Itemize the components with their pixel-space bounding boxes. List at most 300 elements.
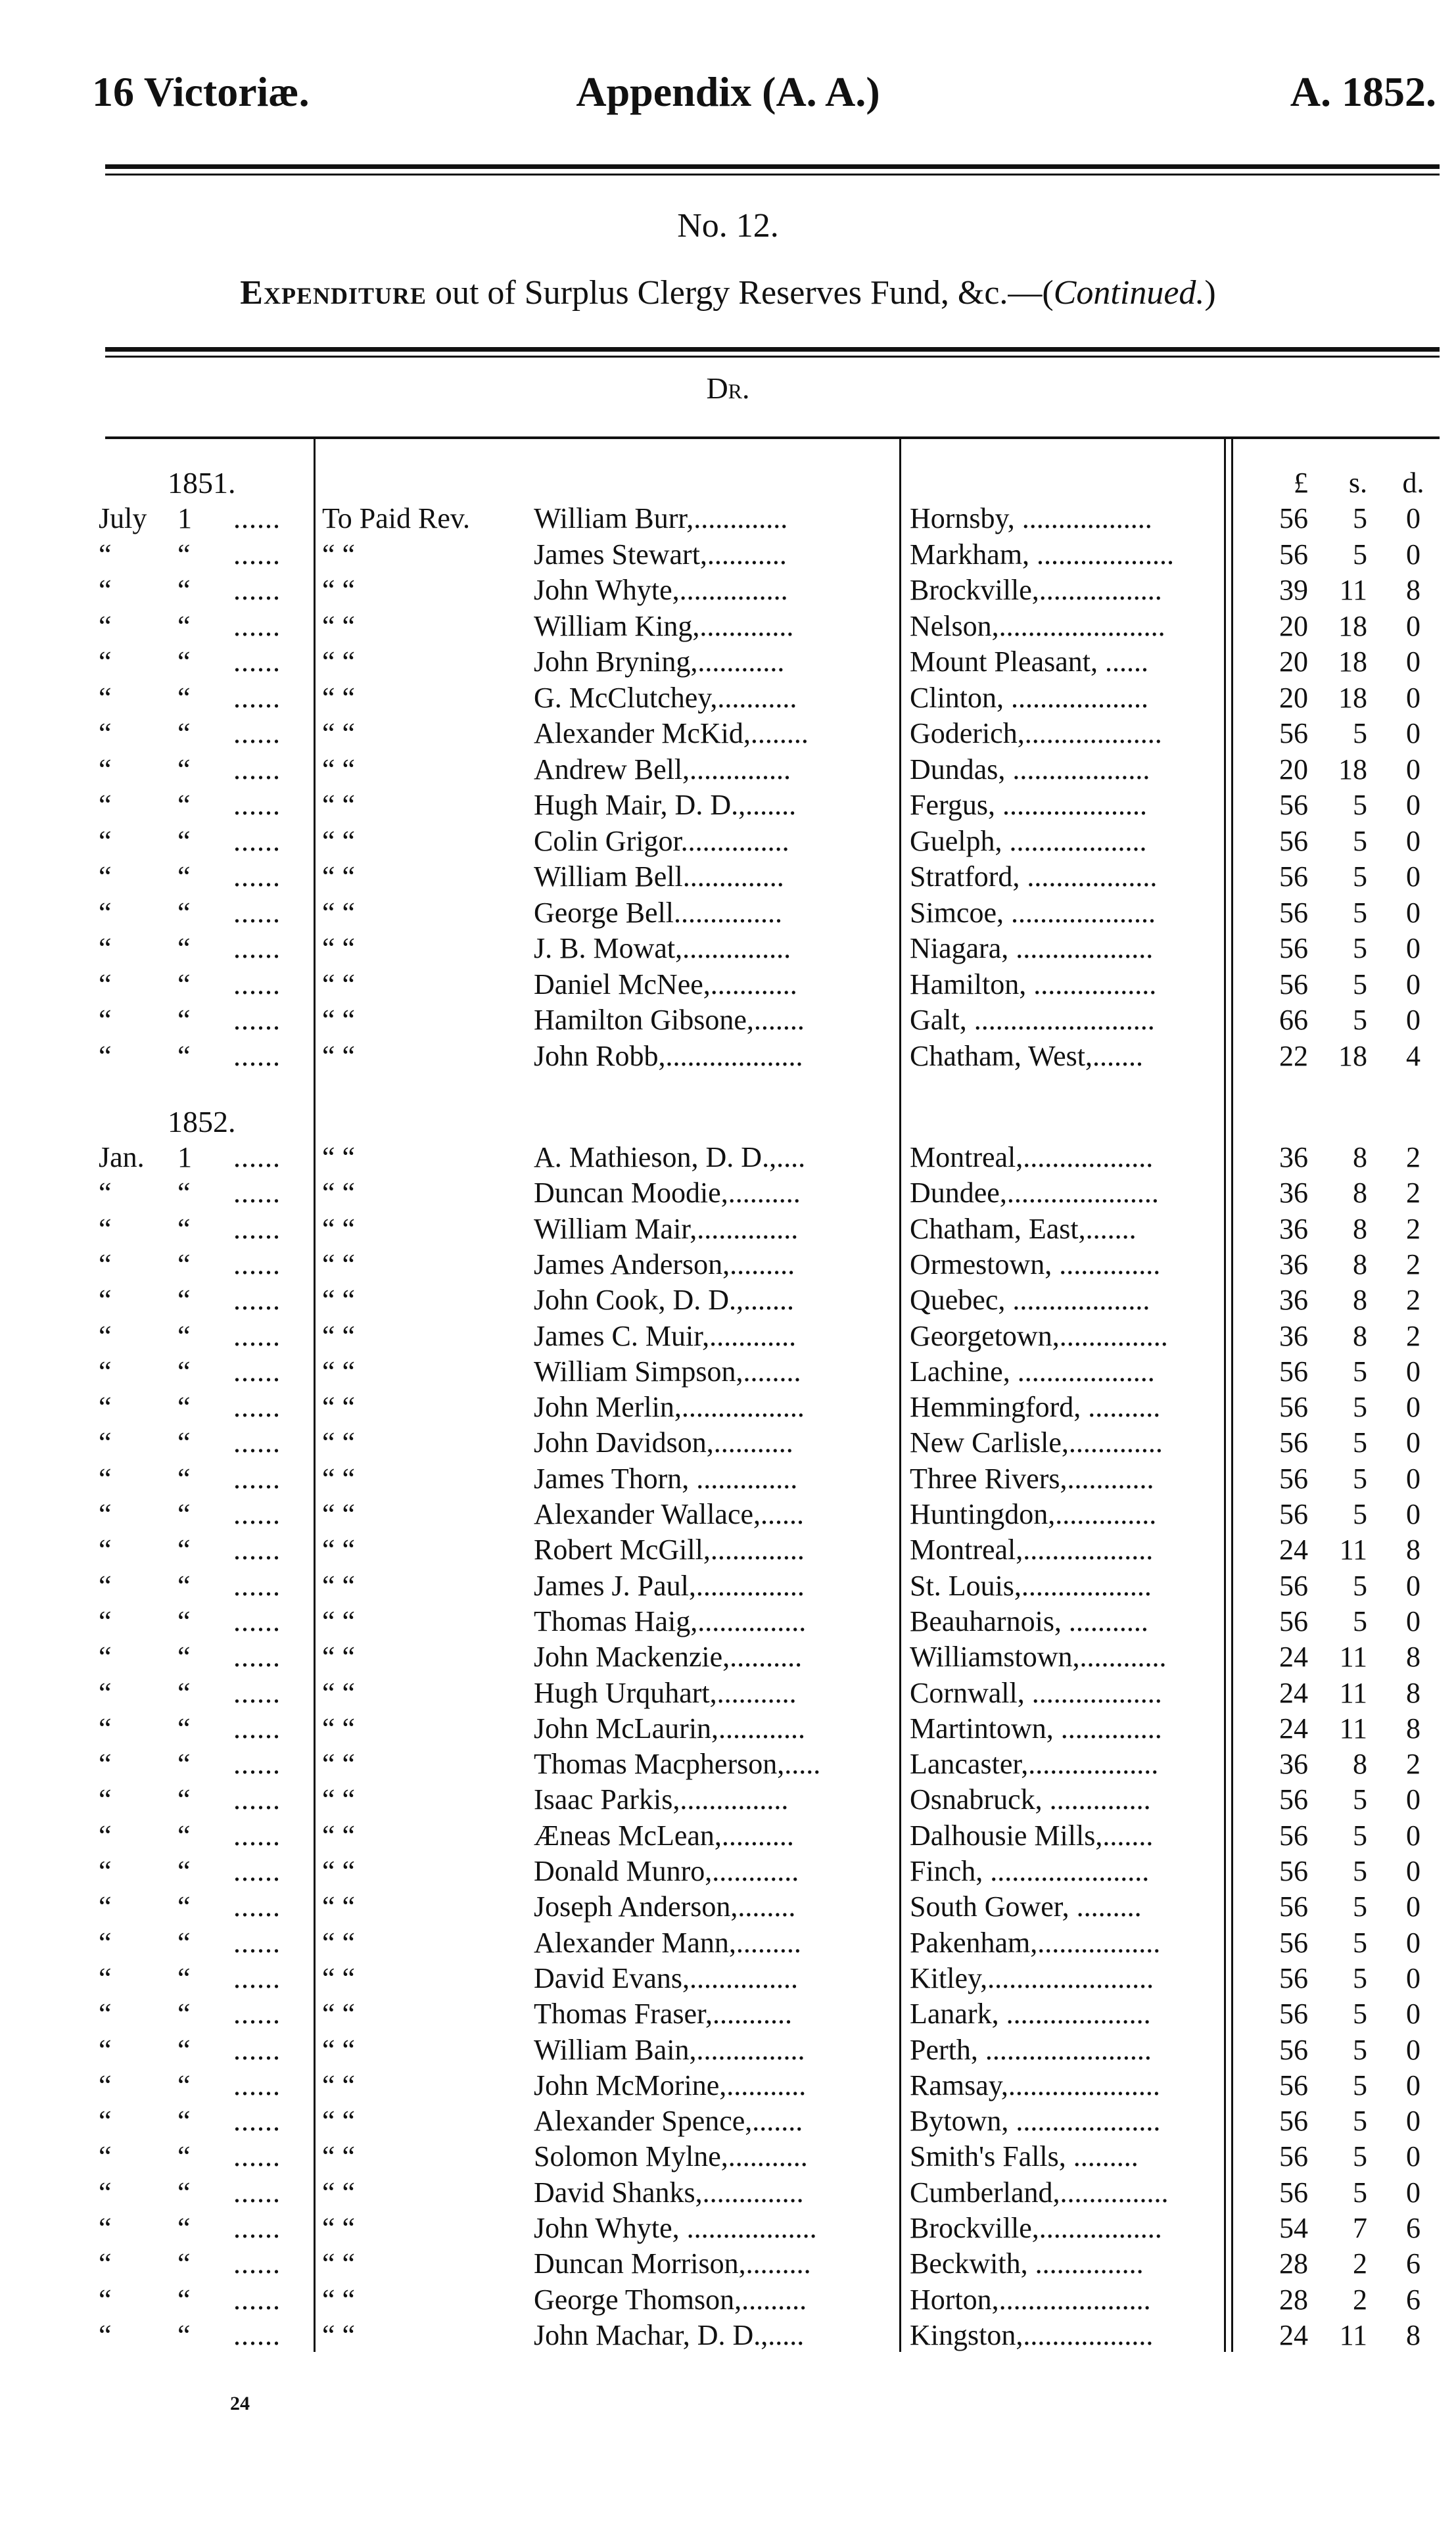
date-leader: ...... (233, 1462, 281, 1495)
date-month: “ (99, 1498, 112, 1530)
amount-pounds: 56 (1279, 2105, 1308, 2138)
amount-shillings: 5 (1353, 932, 1367, 964)
date-leader: ...... (233, 789, 281, 821)
date-month: “ (99, 2033, 112, 2066)
amount-pence: 2 (1406, 1748, 1421, 1781)
amount-shillings: 5 (1353, 1462, 1367, 1495)
date-month: “ (99, 2069, 112, 2101)
clergy-name: Alexander Mann,......... (534, 1926, 801, 1959)
table-row (0, 1140, 1456, 1175)
paid-to: “ “ (322, 645, 356, 678)
date-month: “ (99, 574, 112, 606)
date-day: “ (177, 1783, 191, 1816)
date-month: “ (99, 1004, 112, 1036)
amount-shillings: 5 (1353, 717, 1367, 749)
amount-pounds: 56 (1279, 717, 1308, 749)
amount-pence: 0 (1406, 1498, 1421, 1530)
amount-pence: 2 (1406, 1177, 1421, 1209)
pence-heading: d. (1402, 467, 1424, 499)
amount-shillings: 5 (1353, 968, 1367, 1000)
date-month: “ (99, 1212, 112, 1245)
amount-shillings: 5 (1353, 502, 1367, 534)
paid-to: “ “ (322, 1961, 356, 1994)
paid-to: “ “ (322, 1177, 356, 1209)
place-name: Montreal,.................. (910, 1534, 1154, 1566)
amount-pence: 8 (1406, 574, 1421, 606)
clergy-name: Alexander Spence,....... (534, 2105, 803, 2138)
date-day: “ (177, 1391, 191, 1424)
clergy-name: George Thomson,......... (534, 2283, 807, 2316)
paid-to: “ “ (322, 789, 356, 821)
place-name: Fergus, .................... (910, 789, 1147, 821)
year-1851: 1851. (168, 466, 236, 500)
title-text: out of Surplus Clergy Reserves Fund, &c.—( (426, 274, 1054, 312)
table-row (0, 1497, 1456, 1532)
amount-pence: 0 (1406, 1462, 1421, 1495)
date-month: “ (99, 538, 112, 571)
amount-pounds: 56 (1279, 2176, 1308, 2209)
date-month: “ (99, 1319, 112, 1352)
date-day: “ (177, 1712, 191, 1745)
paid-to: “ “ (322, 896, 356, 929)
amount-pounds: 36 (1279, 1177, 1308, 1209)
date-day: “ (177, 1819, 191, 1852)
amount-shillings: 5 (1353, 1961, 1367, 1994)
table-row (0, 1461, 1456, 1497)
clergy-name: William Bain,............... (534, 2033, 805, 2066)
table-row (0, 644, 1456, 680)
amount-pence: 0 (1406, 824, 1421, 857)
date-day: “ (177, 1641, 191, 1674)
date-day: “ (177, 860, 191, 893)
date-leader: ...... (233, 2283, 281, 2316)
date-month: “ (99, 1355, 112, 1388)
date-day: “ (177, 1569, 191, 1602)
amount-pence: 2 (1406, 1248, 1421, 1280)
date-leader: ...... (233, 2176, 281, 2209)
paid-to: “ “ (322, 717, 356, 749)
clergy-name: Thomas Macpherson,..... (534, 1748, 821, 1781)
clergy-name: Thomas Fraser,........... (534, 1998, 792, 2030)
clergy-name: John Mackenzie,.......... (534, 1641, 803, 1674)
clergy-name: J. B. Mowat,............... (534, 932, 791, 964)
date-day: “ (177, 789, 191, 821)
place-name: Huntingdon,.............. (910, 1498, 1157, 1530)
table-row (0, 1639, 1456, 1675)
amount-pence: 4 (1406, 1039, 1421, 1072)
place-name: Hamilton, ................. (910, 968, 1157, 1000)
place-name: Dundee,..................... (910, 1177, 1159, 1209)
date-month: “ (99, 1819, 112, 1852)
place-name: St. Louis,.................. (910, 1569, 1152, 1602)
place-name: Clinton, ................... (910, 681, 1149, 714)
table-row (0, 680, 1456, 716)
date-month: Jan. (99, 1141, 145, 1173)
table-row (0, 2175, 1456, 2211)
amount-pounds: 56 (1279, 1926, 1308, 1959)
year-1852: 1852. (168, 1105, 236, 1138)
paid-to: “ “ (322, 1712, 356, 1745)
amount-shillings: 11 (1339, 1534, 1367, 1566)
date-day: “ (177, 2318, 191, 2351)
title-italic: Continued. (1053, 274, 1205, 312)
table-row (0, 501, 1456, 536)
amount-shillings: 11 (1339, 2318, 1367, 2351)
clergy-name: Colin Grigor............... (534, 824, 789, 857)
amount-pounds: 56 (1279, 2140, 1308, 2173)
date-leader: ...... (233, 1355, 281, 1388)
paid-to: “ “ (322, 1676, 356, 1709)
column-heading-row (0, 465, 1456, 501)
place-name: Dundas, ................... (910, 753, 1150, 786)
amount-shillings: 5 (1353, 1855, 1367, 1887)
clergy-name: John Davidson,........... (534, 1426, 793, 1459)
date-day: “ (177, 1248, 191, 1280)
date-day: “ (177, 1004, 191, 1036)
place-name: Nelson,....................... (910, 609, 1165, 642)
paid-to: “ “ (322, 1748, 356, 1781)
paid-to: “ “ (322, 1141, 356, 1173)
amount-pounds: 56 (1279, 1391, 1308, 1424)
amount-pence: 0 (1406, 1605, 1421, 1637)
amount-pounds: 20 (1279, 753, 1308, 786)
paid-to: “ “ (322, 1569, 356, 1602)
amount-shillings: 5 (1353, 2140, 1367, 2173)
table-row (0, 787, 1456, 823)
paid-to: “ “ (322, 2033, 356, 2066)
date-day: 1 (177, 502, 192, 534)
paid-to: “ “ (322, 824, 356, 857)
place-name: Beckwith, ............... (910, 2247, 1144, 2280)
amount-pence: 0 (1406, 968, 1421, 1000)
amount-pounds: 20 (1279, 645, 1308, 678)
amount-pounds: 24 (1279, 1534, 1308, 1566)
date-leader: ...... (233, 860, 281, 893)
date-month: “ (99, 2105, 112, 2138)
date-month: “ (99, 1641, 112, 1674)
paid-to: “ “ (322, 932, 356, 964)
amount-pence: 0 (1406, 1890, 1421, 1923)
table-row (0, 2211, 1456, 2246)
date-leader: ...... (233, 824, 281, 857)
amount-pounds: 24 (1279, 1641, 1308, 1674)
clergy-name: Hugh Urquhart,........... (534, 1676, 797, 1709)
amount-shillings: 5 (1353, 538, 1367, 571)
date-leader: ...... (233, 681, 281, 714)
table-row (0, 1818, 1456, 1854)
amount-pounds: 56 (1279, 1783, 1308, 1816)
year-row-1852 (0, 1104, 1456, 1140)
clergy-name: John Merlin,................. (534, 1391, 805, 1424)
date-month: “ (99, 1748, 112, 1781)
date-day: “ (177, 717, 191, 749)
clergy-name: John Whyte,............... (534, 574, 788, 606)
table-row (0, 2068, 1456, 2103)
amount-shillings: 5 (1353, 2176, 1367, 2209)
amount-pounds: 24 (1279, 1712, 1308, 1745)
title-rule-thick (105, 347, 1440, 352)
table-row (0, 1854, 1456, 1889)
date-day: “ (177, 1890, 191, 1923)
header-rule-thick (105, 164, 1440, 169)
amount-pounds: 24 (1279, 1676, 1308, 1709)
table-row (0, 1532, 1456, 1568)
table-row (0, 824, 1456, 859)
paid-to: “ “ (322, 1426, 356, 1459)
amount-pence: 2 (1406, 1319, 1421, 1352)
date-leader: ...... (233, 1890, 281, 1923)
date-leader: ...... (233, 717, 281, 749)
date-month: “ (99, 2283, 112, 2316)
place-name: Cornwall, .................. (910, 1676, 1162, 1709)
date-month: “ (99, 932, 112, 964)
place-name: Finch, ...................... (910, 1855, 1150, 1887)
date-month: “ (99, 1534, 112, 1566)
table-title (0, 276, 1456, 310)
amount-pence: 8 (1406, 1534, 1421, 1566)
header-center: Appendix (A. A.) (576, 68, 880, 115)
amount-pounds: 56 (1279, 789, 1308, 821)
clergy-name: Duncan Morrison,......... (534, 2247, 811, 2280)
date-month: “ (99, 896, 112, 929)
date-leader: ...... (233, 1641, 281, 1674)
date-day: “ (177, 1177, 191, 1209)
date-leader: ...... (233, 1676, 281, 1709)
date-leader: ...... (233, 574, 281, 606)
place-name: Ramsay,..................... (910, 2069, 1160, 2101)
date-day: “ (177, 2140, 191, 2173)
amount-pence: 6 (1406, 2283, 1421, 2316)
amount-pounds: 56 (1279, 1426, 1308, 1459)
paid-to: “ “ (322, 1212, 356, 1245)
date-month: “ (99, 1890, 112, 1923)
amount-pounds: 56 (1279, 538, 1308, 571)
amount-pounds: 56 (1279, 824, 1308, 857)
place-name: Kitley,....................... (910, 1961, 1154, 1994)
paid-to: “ “ (322, 2176, 356, 2209)
amount-pence: 2 (1406, 1284, 1421, 1317)
amount-shillings: 5 (1353, 1498, 1367, 1530)
paid-to: “ “ (322, 1605, 356, 1637)
amount-shillings: 5 (1353, 1890, 1367, 1923)
place-name: Brockville,................. (910, 574, 1162, 606)
date-leader: ...... (233, 1248, 281, 1280)
date-leader: ...... (233, 1177, 281, 1209)
date-day: “ (177, 932, 191, 964)
date-leader: ...... (233, 1855, 281, 1887)
place-name: Williamstown,............ (910, 1641, 1167, 1674)
table-row (0, 859, 1456, 895)
amount-pounds: 56 (1279, 1961, 1308, 1994)
date-leader: ...... (233, 2318, 281, 2351)
clergy-name: Robert McGill,............. (534, 1534, 805, 1566)
amount-pounds: 56 (1279, 1998, 1308, 2030)
place-name: Beauharnois, ........... (910, 1605, 1148, 1637)
date-day: “ (177, 1605, 191, 1637)
date-month: “ (99, 717, 112, 749)
date-leader: ...... (233, 1426, 281, 1459)
clergy-name: William Simpson,........ (534, 1355, 801, 1388)
amount-pence: 0 (1406, 681, 1421, 714)
paid-to: “ “ (322, 538, 356, 571)
date-leader: ...... (233, 2140, 281, 2173)
date-day: “ (177, 968, 191, 1000)
table-row (0, 716, 1456, 751)
header-rule-thin (105, 174, 1440, 176)
date-day: “ (177, 1961, 191, 1994)
amount-pence: 0 (1406, 1998, 1421, 2030)
amount-pounds: 36 (1279, 1141, 1308, 1173)
place-name: South Gower, ......... (910, 1890, 1142, 1923)
date-month: “ (99, 2140, 112, 2173)
clergy-name: Duncan Moodie,.......... (534, 1177, 801, 1209)
date-leader: ...... (233, 1534, 281, 1566)
date-month: “ (99, 789, 112, 821)
place-name: Markham, ................... (910, 538, 1175, 571)
date-leader: ...... (233, 1998, 281, 2030)
amount-pounds: 56 (1279, 860, 1308, 893)
table-row (0, 967, 1456, 1002)
date-leader: ...... (233, 932, 281, 964)
amount-pence: 0 (1406, 1926, 1421, 1959)
date-day: “ (177, 1462, 191, 1495)
paid-to: “ “ (322, 1641, 356, 1674)
place-name: Lanark, .................... (910, 1998, 1151, 2030)
place-name: Quebec, ................... (910, 1284, 1150, 1317)
table-row (0, 609, 1456, 644)
amount-pence: 0 (1406, 1961, 1421, 1994)
amount-shillings: 5 (1353, 1998, 1367, 2030)
place-name: Guelph, ................... (910, 824, 1147, 857)
place-name: Hornsby, .................. (910, 502, 1152, 534)
table-row (0, 1889, 1456, 1925)
date-leader: ...... (233, 1391, 281, 1424)
date-month: “ (99, 1426, 112, 1459)
clergy-name: Andrew Bell,.............. (534, 753, 791, 786)
date-day: “ (177, 1319, 191, 1352)
date-month: “ (99, 1391, 112, 1424)
place-name: Georgetown,............... (910, 1319, 1168, 1352)
date-day: “ (177, 753, 191, 786)
clergy-name: John Cook, D. D.,....... (534, 1284, 795, 1317)
date-month: “ (99, 753, 112, 786)
amount-pounds: 22 (1279, 1039, 1308, 1072)
table-number: No. 12. (677, 207, 779, 245)
amount-pounds: 20 (1279, 609, 1308, 642)
date-day: “ (177, 1748, 191, 1781)
date-month: “ (99, 1605, 112, 1637)
clergy-name: John McLaurin,............ (534, 1712, 806, 1745)
title-caps: Expenditure (240, 274, 427, 312)
table-row (0, 2282, 1456, 2318)
date-day: “ (177, 896, 191, 929)
paid-to: “ “ (322, 1819, 356, 1852)
date-day: “ (177, 1284, 191, 1317)
date-month: “ (99, 1462, 112, 1495)
table-row (0, 1711, 1456, 1747)
amount-shillings: 18 (1338, 681, 1367, 714)
amount-pounds: 56 (1279, 896, 1308, 929)
table-row (0, 2103, 1456, 2139)
table-row (0, 1925, 1456, 1961)
clergy-name: John Whyte, .................. (534, 2212, 817, 2244)
place-name: Pakenham,................. (910, 1926, 1161, 1959)
date-month: “ (99, 1783, 112, 1816)
date-day: “ (177, 681, 191, 714)
amount-pence: 2 (1406, 1212, 1421, 1245)
table-row (0, 1247, 1456, 1282)
table-row (0, 1747, 1456, 1782)
date-leader: ...... (233, 2033, 281, 2066)
amount-shillings: 8 (1353, 1248, 1367, 1280)
paid-to: “ “ (322, 1284, 356, 1317)
paid-to: “ “ (322, 860, 356, 893)
header-left: 16 Victoriæ. (92, 68, 310, 115)
header-right: A. 1852. (1290, 68, 1436, 115)
amount-pounds: 56 (1279, 1498, 1308, 1530)
paid-to: “ “ (322, 1355, 356, 1388)
paid-to: “ “ (322, 1998, 356, 2030)
amount-pence: 0 (1406, 1004, 1421, 1036)
date-leader: ...... (233, 1569, 281, 1602)
date-leader: ...... (233, 1141, 281, 1173)
date-day: “ (177, 2105, 191, 2138)
amount-pence: 0 (1406, 538, 1421, 571)
table-row (0, 1039, 1456, 1074)
amount-shillings: 5 (1353, 1355, 1367, 1388)
table-row (0, 1425, 1456, 1461)
amount-pounds: 56 (1279, 1569, 1308, 1602)
place-name: Montreal,.................. (910, 1141, 1154, 1173)
date-leader: ...... (233, 1926, 281, 1959)
amount-pence: 0 (1406, 789, 1421, 821)
table-row (0, 1568, 1456, 1604)
amount-pounds: 56 (1279, 1605, 1308, 1637)
date-leader: ...... (233, 2069, 281, 2101)
amount-pence: 0 (1406, 1426, 1421, 1459)
date-month: “ (99, 1039, 112, 1072)
date-day: “ (177, 645, 191, 678)
date-leader: ...... (233, 1712, 281, 1745)
date-day: “ (177, 538, 191, 571)
clergy-name: Donald Munro,............ (534, 1855, 799, 1887)
date-day: “ (177, 2176, 191, 2209)
date-month: “ (99, 2212, 112, 2244)
date-day: “ (177, 2247, 191, 2280)
place-name: Ormestown, .............. (910, 1248, 1161, 1280)
clergy-name: Alexander McKid,........ (534, 717, 809, 749)
table-row (0, 895, 1456, 931)
table-row (0, 1996, 1456, 2032)
clergy-name: John McMorine,........... (534, 2069, 807, 2101)
paid-to: “ “ (322, 2140, 356, 2173)
amount-shillings: 5 (1353, 1783, 1367, 1816)
place-name: Lachine, ................... (910, 1355, 1155, 1388)
table-row (0, 2246, 1456, 2282)
date-month: “ (99, 860, 112, 893)
amount-shillings: 2 (1353, 2283, 1367, 2316)
date-leader: ...... (233, 1819, 281, 1852)
amount-pounds: 28 (1279, 2247, 1308, 2280)
date-day: “ (177, 1355, 191, 1388)
table-row (0, 2032, 1456, 2068)
amount-pounds: 28 (1279, 2283, 1308, 2316)
amount-shillings: 11 (1339, 1712, 1367, 1745)
amount-shillings: 8 (1353, 1177, 1367, 1209)
shilling-heading: s. (1348, 467, 1367, 499)
amount-pence: 0 (1406, 1783, 1421, 1816)
amount-shillings: 11 (1339, 1641, 1367, 1674)
